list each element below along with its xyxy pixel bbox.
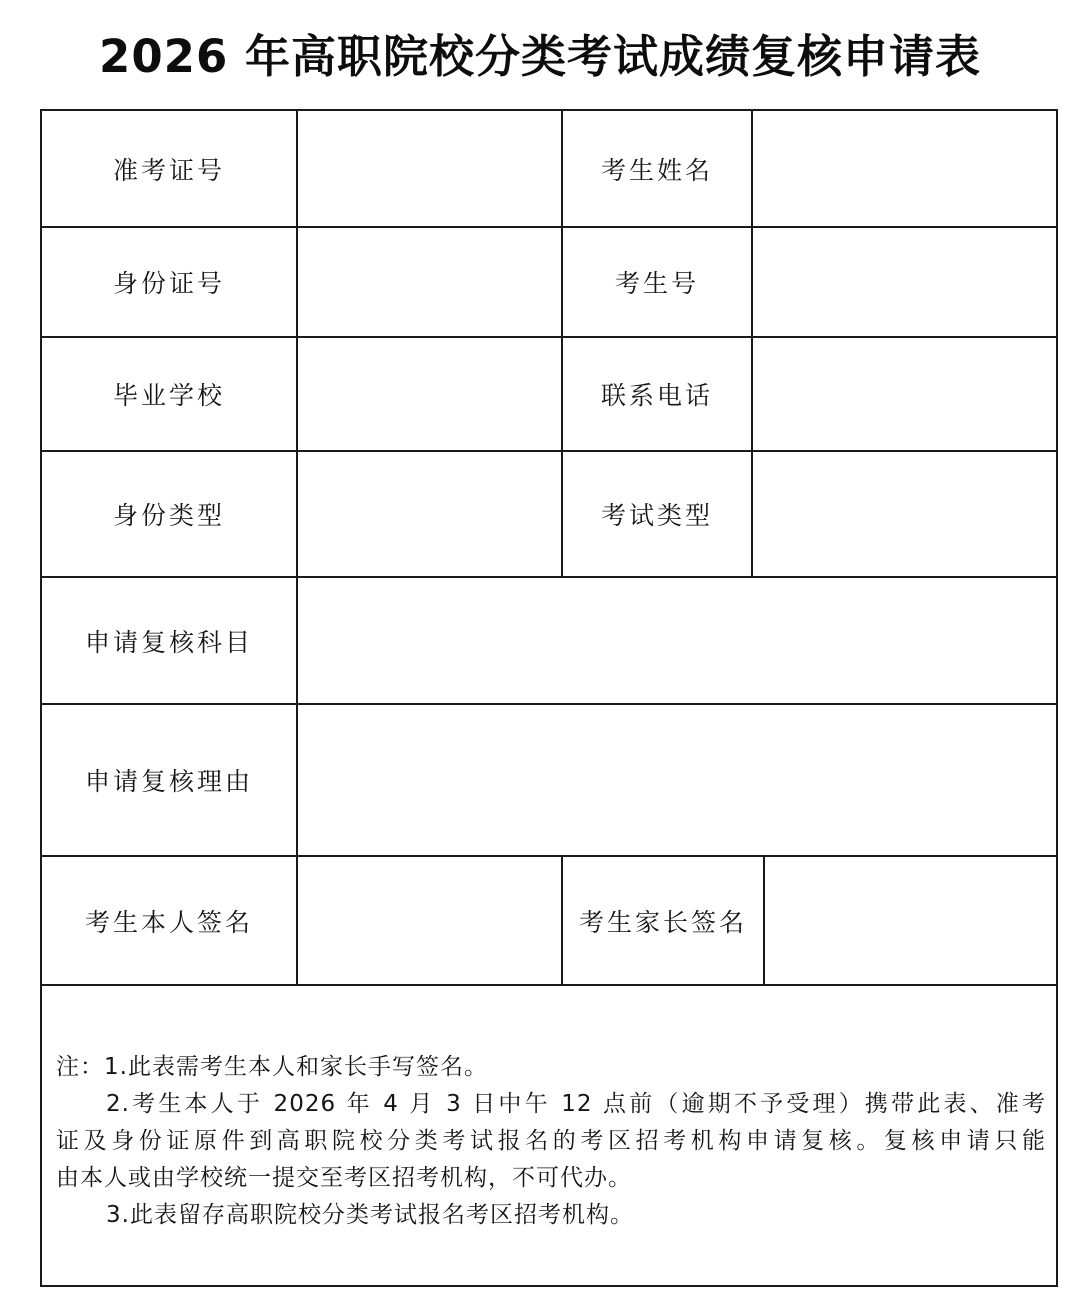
identity-type-field[interactable]: [298, 452, 561, 576]
review-reason-field[interactable]: [298, 705, 1056, 855]
review-reason-label: 申请复核理由: [84, 767, 253, 796]
parent-signature-label: 考生家长签名: [578, 907, 747, 937]
note-line-4: 由本人或由学校统一提交至考区招考机构，不可代办。: [56, 1165, 632, 1191]
id-card-number-field[interactable]: [298, 228, 561, 336]
identity-type-label: 身份类型: [112, 501, 225, 530]
exam-type-label: 考试类型: [600, 501, 713, 530]
notes-section: [56, 1049, 1046, 1234]
review-subject-field[interactable]: [298, 578, 1056, 703]
candidate-number-label: 考生号: [614, 269, 699, 298]
student-name-label: 考生姓名: [600, 155, 713, 185]
review-subject-label: 申请复核科目: [84, 627, 253, 657]
admission-ticket-number-field[interactable]: [298, 111, 561, 226]
form-title: 2026 年高职院校分类考试成绩复核申请表: [99, 30, 981, 83]
admission-ticket-number-label: 准考证号: [112, 155, 225, 185]
note-line-3: 证及身份证原件到高职院校分类考试报名的考区招考机构申请复核。复核申请只能: [56, 1128, 1046, 1154]
note-line-2: 2.考生本人于 2026 年 4 月 3 日中午 12 点前（逾期不予受理）携带此表、准考: [106, 1091, 1046, 1117]
note-line-1: 注：1.此表需考生本人和家长手写签名。: [56, 1054, 488, 1080]
graduation-school-field[interactable]: [298, 338, 561, 450]
parent-signature-field[interactable]: [765, 857, 1056, 984]
graduation-school-label: 毕业学校: [112, 381, 225, 410]
contact-phone-label: 联系电话: [600, 381, 713, 410]
student-signature-field[interactable]: [298, 857, 561, 984]
student-signature-label: 考生本人签名: [84, 907, 253, 937]
row-divider: [42, 984, 1056, 986]
student-name-field[interactable]: [753, 111, 1056, 226]
application-form-table: [40, 109, 1058, 1287]
candidate-number-field[interactable]: [753, 228, 1056, 336]
id-card-number-label: 身份证号: [112, 269, 225, 298]
exam-type-field[interactable]: [753, 452, 1056, 576]
contact-phone-field[interactable]: [753, 338, 1056, 450]
note-line-5: 3.此表留存高职院校分类考试报名考区招考机构。: [106, 1202, 634, 1228]
